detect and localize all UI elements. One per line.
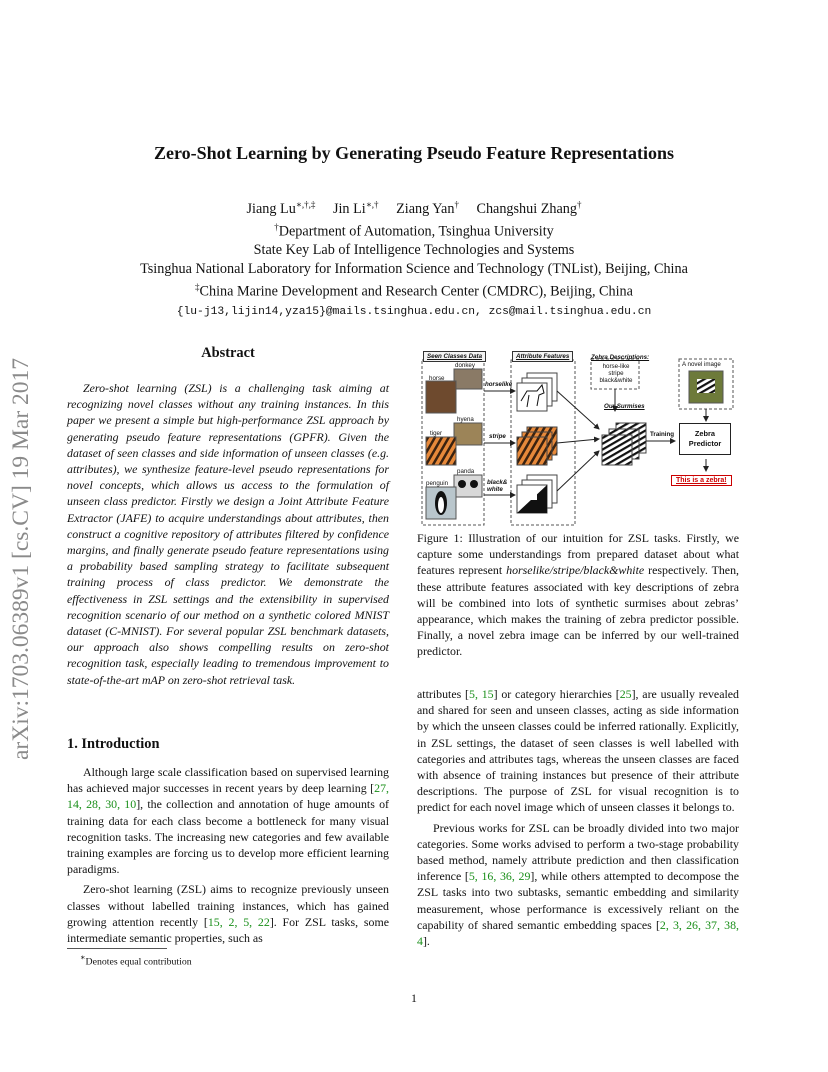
abstract-text: Zero-shot learning (ZSL) is a challenging task aiming at recognizing novel classes without any training instances. In this paper we present a simple but high-performance ZSL approach by generating pseudo feature representations (GPFR). Given the dataset of seen classes and side information of unseen classes (e.g. attributes), we synthesize feature-level pseudo representations for novel concepts, which allows us access to the formulation of unseen class predictor. Firstly we design a Joint Attribute Feature Extractor (JAFE) to acquire understandings about attributes, then construct a cognitive repository of attributes filtered by confidence margins, and finally generate pseudo feature representations using a probability based sampling strategy to facilitate subsequent training process of class predictor. We demonstrate the effectiveness in ZSL settings and the extensibility in supervised recognition scenario of our method on a synthetic colored MNIST dataset (C-MNIST). For several popular ZSL benchmark datasets, our approach also shows compelling results on zero-shot recognition task, especially leading to tremendous improvement to state-of-the-art mAP on zero-shot retrieval task. <box>67 381 389 687</box>
affiliation: ‡China Marine Development and Research Center (CMDRC), Beijing, China <box>195 282 633 301</box>
intro-paragraph: Although large scale classification based on supervised learning has achieved major successes in recent years by deep learning [27, 14, 28, 30, 10], the collection and annotation of huge amounts of training data for each class become a bottleneck for many visual recognition tasks. The increasing new categories and few available training examples are forcing us to develop more efficient learning paradigms. <box>67 765 389 877</box>
novel-image-label: A novel image <box>682 361 721 368</box>
citation-link[interactable]: 15, 2, 5, 22 <box>207 914 270 929</box>
intro-paragraph: Zero-shot learning (ZSL) aims to recognize previously unseen classes without labelled training instances, which has gained growing attention recently [15, 2, 5, 22]. For ZSL tasks, some intermediate semantic properties, such as <box>67 882 389 946</box>
page-number: 1 <box>411 991 417 1005</box>
attribute-features-header: Attribute Features <box>512 351 573 362</box>
label-panda: panda <box>457 468 475 475</box>
stripe-patch <box>517 437 547 465</box>
horse-thumbnail <box>426 381 456 413</box>
label-hyena: hyena <box>457 416 474 423</box>
zebra-surmise <box>602 435 632 465</box>
author-block <box>60 195 768 321</box>
citation-link[interactable]: 25 <box>619 687 632 701</box>
footnote-rule <box>67 948 167 949</box>
label-donkey: donkey <box>455 362 475 369</box>
abstract-heading: Abstract <box>201 345 255 361</box>
author: Jiang Lu∗,†,‡ <box>246 199 316 217</box>
footnote: ∗Denotes equal contribution <box>80 953 192 968</box>
affiliation: Tsinghua National Laboratory for Information Science and Technology (TNList), Beijing, China <box>140 260 688 277</box>
zebra-descriptions: horse-like stripe black&white <box>599 363 633 384</box>
figure-1-caption: Figure 1: Illustration of our intuition for ZSL tasks. Firstly, we capture some understandings from prepared dataset about what features represent horselike/stripe/black&white respectively. Then, these attribute features associated with key descriptions of zebra will be combined into lots of synthetic surmises about zebras’ appearance, which makes the training of zebra predictor possible. Finally, a novel zebra image can be inferred by our well-trained predictor. <box>417 531 739 659</box>
body-paragraph: attributes [5, 15] or category hierarchies [25], are usually revealed and shared for seen and unseen classes, acting as side information by which the unseen classes could be inferred rationally. Explicitly, in ZSL settings, the dataset of seen classes is well labelled with categories and attributes tags, whereas the unseen classes are faced with absence of training instances but presence of their attribute descriptions. The purpose of ZSL for visual recognition is to predict for each novel image which of unseen classes it belongs to. <box>417 687 740 815</box>
introduction-heading: 1. Introduction <box>67 736 160 752</box>
panda-thumbnail <box>454 475 482 497</box>
tiger-thumbnail <box>426 437 456 465</box>
citation-link[interactable]: 27, 14, 28, 30, 10 <box>67 781 389 812</box>
abstract-section <box>67 345 389 688</box>
citation-link[interactable]: 2, 3, 26, 37, 38, 4 <box>417 917 739 949</box>
label-tiger: tiger <box>430 430 443 437</box>
author-emails: {lu-j13,lijin14,yza15}@mails.tsinghua.edu.cn, zcs@mail.tsinghua.edu.cn <box>176 305 652 318</box>
right-column-body <box>417 686 739 953</box>
training-label: Training <box>650 431 675 438</box>
zebra-predictor-box: Zebra Predictor <box>679 423 731 455</box>
our-surmises-header: Our Surmises <box>604 403 645 410</box>
label-horse: horse <box>429 375 445 382</box>
donkey-thumbnail <box>454 369 482 389</box>
affiliation: †Department of Automation, Tsinghua University <box>274 222 554 240</box>
citation-link[interactable]: 5, 16, 36, 29 <box>468 869 531 884</box>
paper-title: Zero-Shot Learning by Generating Pseudo Feature Representations <box>154 143 674 163</box>
introduction-section <box>67 736 389 950</box>
author-names <box>60 195 768 218</box>
arxiv-stamp: arXiv:1703.06389v1 [cs.CV] 19 Mar 2017 <box>8 357 34 760</box>
seen-classes-header: Seen Classes Data <box>423 351 486 362</box>
attr-label-black-white: black& white <box>487 479 508 493</box>
zebra-descriptions-header: Zebra Descriptions: <box>591 354 650 361</box>
affiliation: State Key Lab of Intelligence Technologies and Systems <box>253 242 575 259</box>
attr-label-stripe: stripe <box>489 433 506 440</box>
citation-link[interactable]: 5, 15 <box>469 687 494 701</box>
figure-1 <box>421 351 737 527</box>
author: Changshui Zhang† <box>476 199 582 217</box>
hyena-thumbnail <box>454 423 482 445</box>
body-paragraph: Previous works for ZSL can be broadly divided into two major categories. Some works advised to perform a two-stage probability based method, namely attribute prediction and then classification inference [5, 16, 36, 29], while others attempted to decompose the ZSL tasks into two subtasks, semantic embedding and similarity measurement, whose performance is excessively reliant on the capability of shared semantic embedding spaces [2, 3, 26, 37, 38, 4]. <box>417 820 739 949</box>
label-penguin: penguin <box>426 480 449 487</box>
prediction-output: This is a zebra! <box>671 475 732 486</box>
author: Ziang Yan† <box>396 199 459 217</box>
attr-label-horselike: horselike <box>485 381 513 388</box>
author: Jin Li∗,† <box>332 199 379 217</box>
